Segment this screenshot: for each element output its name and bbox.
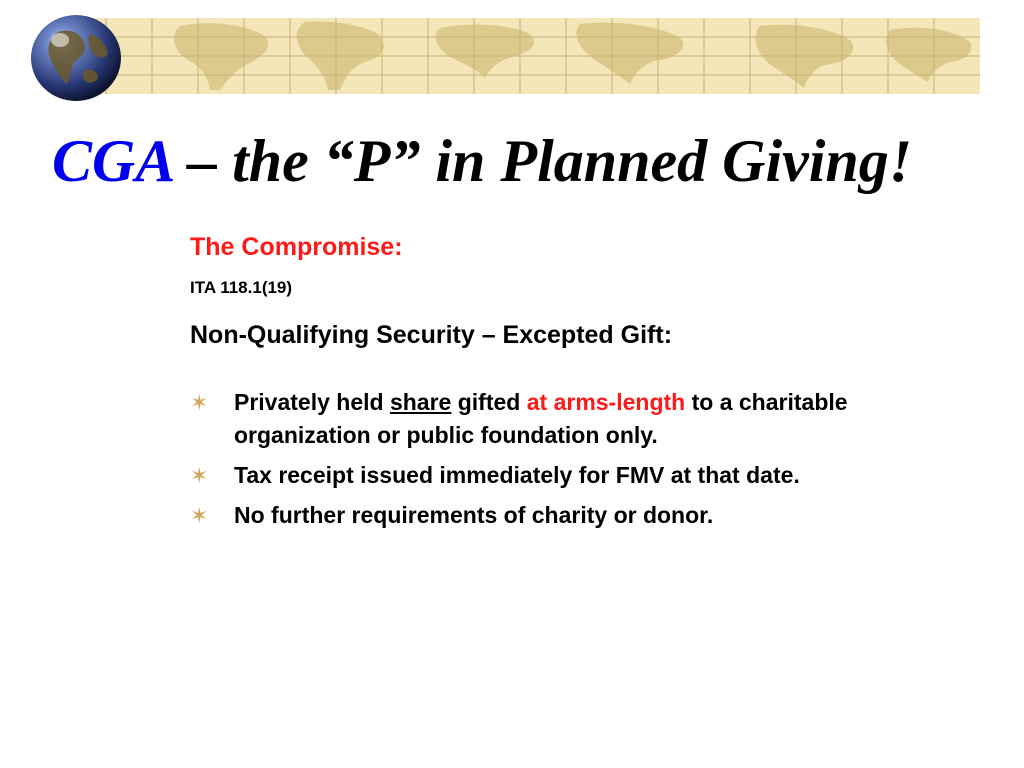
star-bullet-icon: ✶: [190, 463, 209, 488]
globe-icon: [28, 12, 124, 104]
bullet-highlight-term: at arms-length: [526, 389, 686, 415]
content-body: [190, 230, 890, 539]
title-rest: – the “P” in Planned Giving!: [172, 128, 913, 194]
subtitle: The Compromise:: [190, 233, 403, 261]
bullet-text: Tax receipt issued immediately for FMV at that date.: [234, 462, 800, 488]
title-accent: CGA: [52, 128, 173, 194]
bullet-item: [190, 499, 866, 532]
world-map-banner: [60, 18, 980, 94]
slide-title: [52, 128, 912, 194]
bullet-text-part: Privately held: [234, 389, 390, 415]
section-heading: Non-Qualifying Security – Excepted Gift:: [190, 321, 673, 349]
bullet-text: No further requirements of charity or donor.: [234, 502, 714, 528]
bullet-text-part: gifted: [451, 389, 527, 415]
star-bullet-icon: ✶: [190, 503, 209, 528]
bullet-item: [190, 386, 866, 452]
bullet-underlined-term: share: [389, 389, 452, 415]
bullet-item: [190, 459, 866, 492]
bullet-text-part: to a charitable organization or public foundation only.: [234, 389, 848, 448]
star-bullet-icon: ✶: [190, 390, 209, 415]
bullet-list: [190, 386, 890, 532]
legal-reference: ITA 118.1(19): [190, 278, 293, 297]
